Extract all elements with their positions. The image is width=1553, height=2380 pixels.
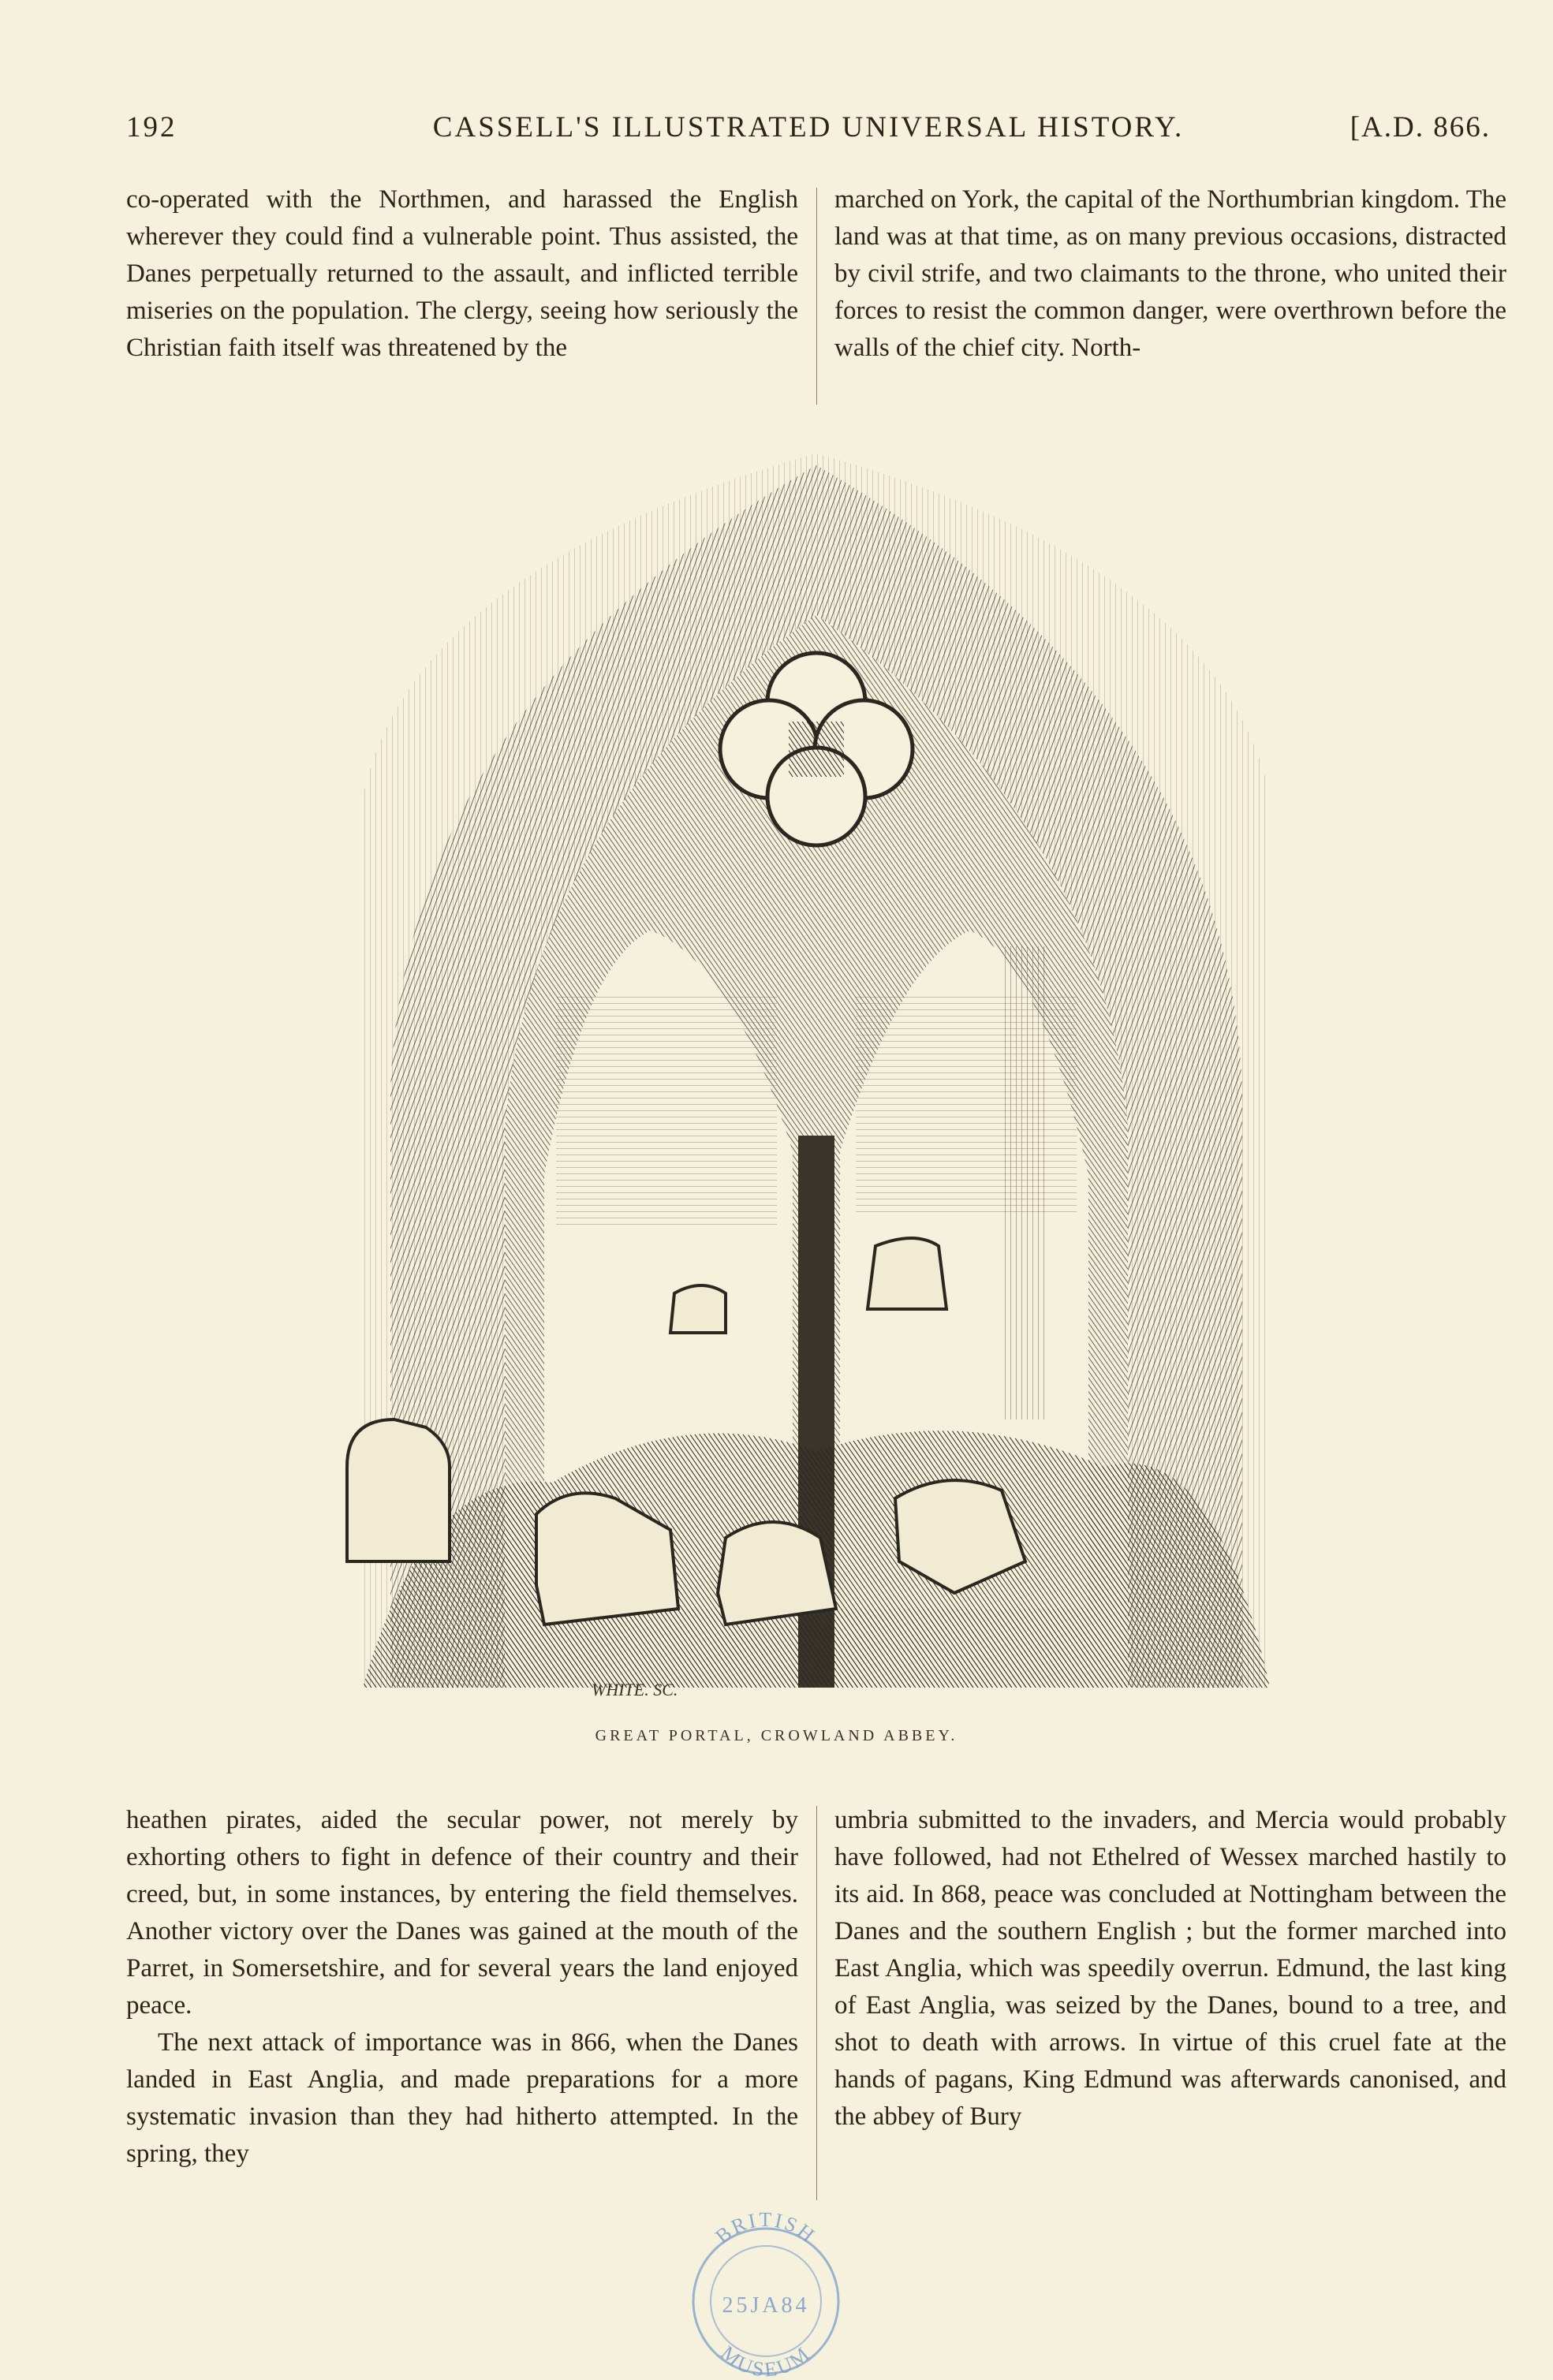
svg-text:MUSEUM	[716, 2341, 815, 2380]
svg-text:BRITISH	[711, 2208, 820, 2248]
column-divider	[816, 188, 817, 405]
page-number: 192	[126, 111, 177, 144]
stamp-top-text: BRITISH	[711, 2207, 821, 2248]
stamp-date: 25JA84	[722, 2293, 810, 2318]
artist-signature: WHITE. SC.	[592, 1680, 678, 1699]
bottom-left-column	[126, 1802, 798, 2173]
library-stamp	[675, 2199, 857, 2380]
running-header	[126, 110, 1491, 150]
stamp-bottom-text: MUSEUM	[716, 2341, 816, 2380]
column-divider	[816, 1806, 817, 2200]
top-right-column	[834, 181, 1506, 367]
paragraph: umbria submitted to the invaders, and Mercia would probably have followed, had not Ethelred of Wessex marched hastily to its aid. In 868, peace was concluded at Nottingham between the Danes and the southern English ; but the former marched into East Anglia, which was speedily overrun. Edmund, the last king of East Anglia, was seized by the Danes, bound to a tree, and shot to death with arrows. In virtue of this cruel fate at the hands of pagans, King Edmund was afterwards canonised, and the abbey of Bury	[834, 1806, 1506, 2131]
paragraph: marched on York, the capital of the Northumbrian kingdom. The land was at that time, as on many previous occasions, distracted by civil strife, and two claimants to the throne, who united their forces to resist the common danger, were overthrown before the walls of the chief city. North-	[834, 185, 1506, 362]
paragraph: heathen pirates, aided the secular power, not merely by exhorting others to fight in defence of their country and their creed, but, in some instances, by entering the field themselves. Another victory over the Danes was gained at the mouth of the Parret, in Somersetshire, and for several years the land enjoyed peace.	[126, 1806, 798, 2020]
engraving-great-portal	[331, 442, 1301, 1703]
date-reference: [A.D. 866.	[1350, 111, 1491, 144]
paragraph: The next attack of importance was in 866, when the Danes landed in East Anglia, and made preparations for a more systematic invasion than they had hitherto attempted. In the spring, they	[126, 2028, 798, 2168]
top-left-column	[126, 181, 798, 367]
bottom-right-column	[834, 1802, 1506, 2136]
paragraph: co-operated with the Northmen, and harassed the English wherever they could find a vulnerable point. Thus assisted, the Danes perpetually returned to the assault, and inflicted terrible miseries on the population. The clergy, seeing how seriously the Christian faith itself was threatened by the	[126, 185, 798, 362]
running-title: CASSELL'S ILLUSTRATED UNIVERSAL HISTORY.	[432, 111, 1185, 144]
figure-caption: GREAT PORTAL, CROWLAND ABBEY.	[595, 1727, 958, 1744]
